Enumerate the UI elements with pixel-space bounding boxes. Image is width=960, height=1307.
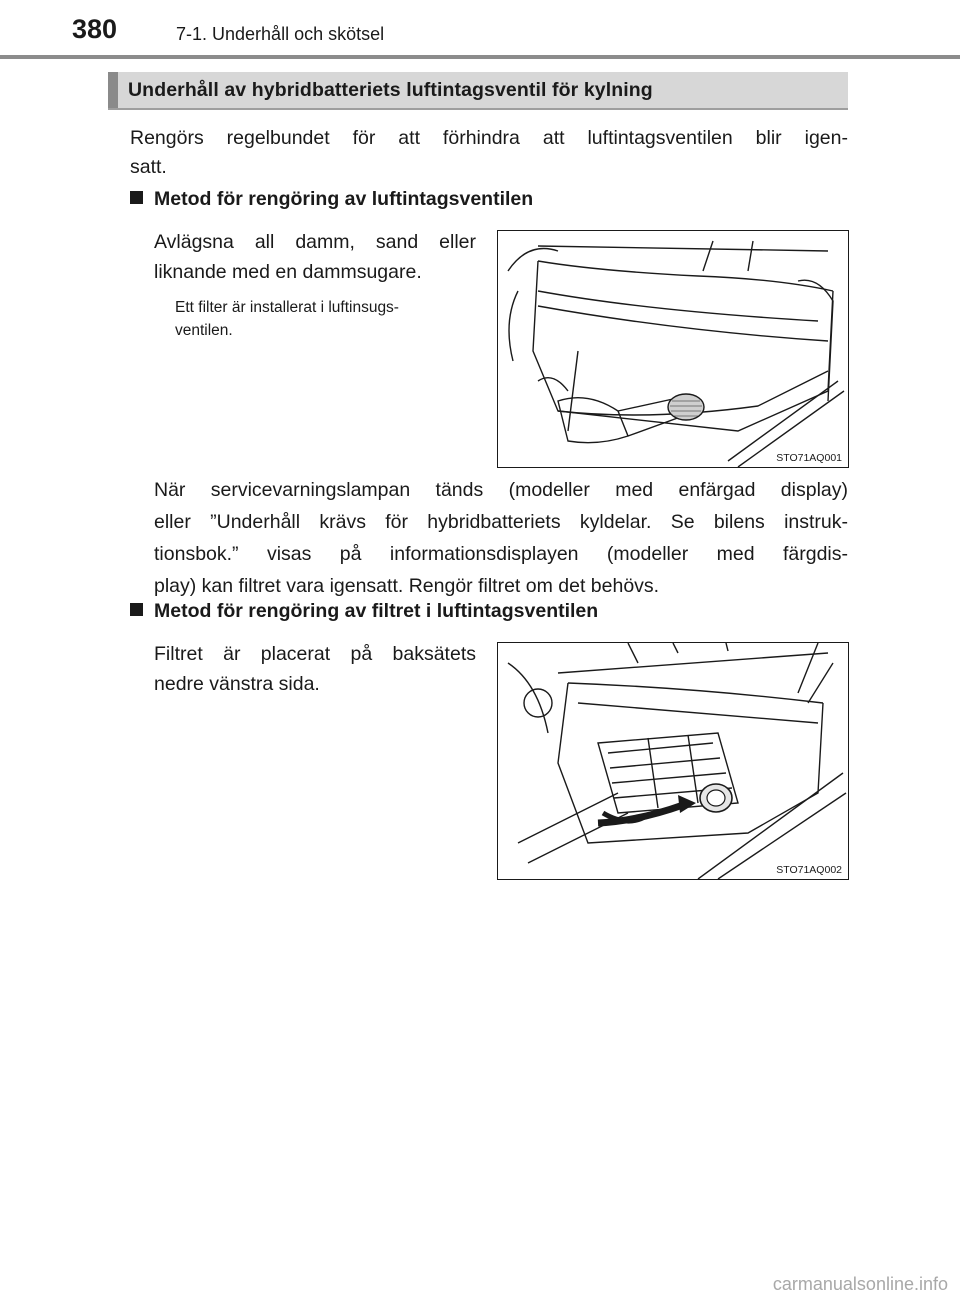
method1-text-line-1: Avlägsna all damm, sand eller [154, 231, 476, 253]
page-number: 380 [72, 14, 118, 44]
method1-note-line-2: ventilen. [175, 322, 233, 339]
method2-subheading [130, 600, 598, 623]
method2-title: Metod för rengöring av filtret i luftintagsventilen [154, 600, 599, 622]
method2-text-line-1: Filtret är placerat på baksätets [154, 643, 476, 665]
seat-vacuum-illustration [498, 231, 849, 468]
header-rule [0, 55, 960, 59]
seat-filter-illustration [498, 643, 849, 880]
method1-text-line-2: liknande med en dammsugare. [154, 261, 422, 283]
square-bullet-icon [130, 191, 143, 204]
method2-text-line-2: nedre vänstra sida. [154, 673, 320, 695]
method1-subheading [130, 188, 533, 211]
section-heading-text: Underhåll av hybridbatteriets luftintagsventil för kylning [128, 79, 653, 101]
page-header [0, 0, 960, 62]
method1-warning-line-4: play) kan filtret vara igensatt. Rengör filtret om det behövs. [154, 575, 660, 597]
heading-accent [108, 72, 118, 108]
method1-title: Metod för rengöring av luftintagsventilen [154, 188, 534, 210]
watermark: carmanualsonline.info [772, 1274, 948, 1294]
figure-filter-location [497, 642, 849, 880]
section-heading [108, 72, 848, 110]
figure1-code: STO71AQ001 [776, 452, 842, 464]
method1-warning-line-3: tionsbok.” visas på informationsdisplayen (modeller med färgdis- [154, 543, 848, 565]
method1-warning-line-1: När servicevarningslampan tänds (modeller med enfärgad display) [154, 479, 848, 501]
intro-line-1: Rengörs regelbundet för att förhindra att luftintagsventilen blir igen- [130, 127, 848, 149]
figure2-code: STO71AQ002 [776, 864, 842, 876]
section-title: 7-1. Underhåll och skötsel [176, 24, 385, 44]
method1-warning-line-2: eller ”Underhåll krävs för hybridbatteriets kyldelar. Se bilens instruk- [154, 511, 848, 533]
figure-vacuum-cleaning [497, 230, 849, 468]
intro-line-2: satt. [130, 156, 167, 178]
method1-note-line-1: Ett filter är installerat i luftinsugs- [175, 299, 399, 316]
square-bullet-icon [130, 603, 143, 616]
